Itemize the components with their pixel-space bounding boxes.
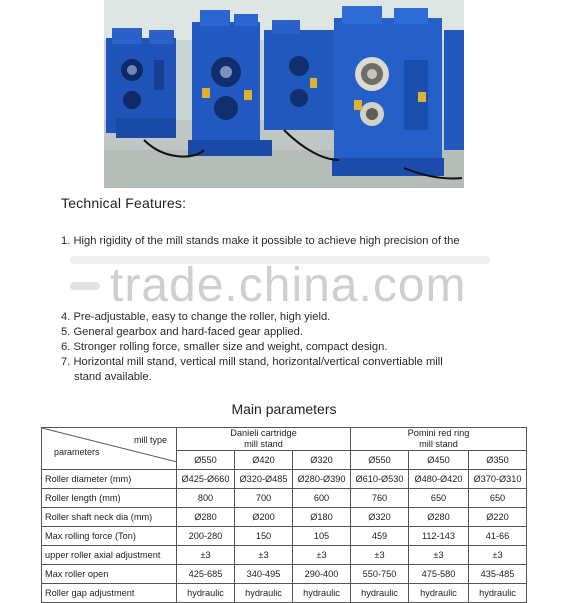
table-corner-header	[42, 428, 177, 470]
feature-item-7-continued: stand available.	[74, 371, 152, 383]
table-cell: 760	[351, 489, 409, 508]
parameter-rows	[42, 470, 527, 603]
table-cell: ±3	[293, 546, 351, 565]
group-header-line: mill stand	[244, 439, 283, 449]
rolling-mill-machinery-photo	[104, 0, 464, 188]
corner-mill-type-label: mill type	[133, 435, 167, 445]
size-header: Ø350	[469, 451, 527, 470]
table-cell: 459	[351, 527, 409, 546]
table-cell: ±3	[235, 546, 293, 565]
table-cell: 200-280	[177, 527, 235, 546]
size-header: Ø550	[351, 451, 409, 470]
table-cell: ±3	[409, 546, 469, 565]
feature-item-4: 4. Pre-adjustable, easy to change the roller, high yield.	[61, 311, 331, 323]
table-cell: 150	[235, 527, 293, 546]
technical-features-heading: Technical Features:	[61, 195, 187, 211]
table-cell: Ø200	[235, 508, 293, 527]
table-cell: Ø370-Ø310	[469, 470, 527, 489]
table-cell: 550-750	[351, 565, 409, 584]
group-header-line: Pomini red ring	[407, 428, 470, 438]
table-cell: 475-580	[409, 565, 469, 584]
table-cell: hydraulic	[235, 584, 293, 603]
row-label: Roller diameter (mm)	[42, 470, 177, 489]
row-label: Roller gap adjustment	[42, 584, 177, 603]
watermark: trade.china.com	[110, 259, 467, 312]
table-cell: Ø220	[469, 508, 527, 527]
row-label: Max rolling force (Ton)	[42, 527, 177, 546]
table-cell: Ø320	[351, 508, 409, 527]
table-row	[42, 565, 527, 584]
table-cell: Ø320-Ø485	[235, 470, 293, 489]
table-cell: 425-685	[177, 565, 235, 584]
group-header-pomini	[351, 428, 527, 451]
table-cell: ±3	[177, 546, 235, 565]
table-cell: 800	[177, 489, 235, 508]
table-row	[42, 546, 527, 565]
table-cell: Ø480-Ø420	[409, 470, 469, 489]
table-cell: hydraulic	[409, 584, 469, 603]
table-cell: 340-495	[235, 565, 293, 584]
table-cell: hydraulic	[469, 584, 527, 603]
row-label: Roller shaft neck dia (mm)	[42, 508, 177, 527]
corner-parameters-label: parameters	[54, 447, 100, 457]
table-cell: 700	[235, 489, 293, 508]
table-cell: hydraulic	[351, 584, 409, 603]
table-cell: 600	[293, 489, 351, 508]
feature-item-7: 7. Horizontal mill stand, vertical mill stand, horizontal/vertical convertiable mill	[61, 356, 443, 368]
table-row	[42, 470, 527, 489]
table-cell: Ø280	[409, 508, 469, 527]
main-parameters-title: Main parameters	[231, 401, 337, 417]
feature-item-5: 5. General gearbox and hard-faced gear applied.	[61, 326, 303, 338]
group-header-danieli	[177, 428, 351, 451]
table-row	[42, 489, 527, 508]
table-cell: Ø425-Ø660	[177, 470, 235, 489]
feature-item-6: 6. Stronger rolling force, smaller size and weight, compact design.	[61, 341, 388, 353]
table-cell: Ø180	[293, 508, 351, 527]
row-label: upper roller axial adjustment	[42, 546, 177, 565]
size-header: Ø420	[235, 451, 293, 470]
feature-item-1: 1. High rigidity of the mill stands make it possible to achieve high precision of the	[61, 235, 460, 247]
row-label: Roller length (mm)	[42, 489, 177, 508]
table-cell: 105	[293, 527, 351, 546]
parameters-table	[41, 427, 527, 603]
table-row	[42, 527, 527, 546]
size-header: Ø320	[293, 451, 351, 470]
table-cell: hydraulic	[177, 584, 235, 603]
table-cell: hydraulic	[293, 584, 351, 603]
table-cell: 290-400	[293, 565, 351, 584]
table-cell: ±3	[469, 546, 527, 565]
table-row	[42, 508, 527, 527]
obscured-text-line	[70, 282, 100, 290]
size-header: Ø450	[409, 451, 469, 470]
table-cell: 650	[469, 489, 527, 508]
table-cell: Ø280-Ø390	[293, 470, 351, 489]
row-label: Max roller open	[42, 565, 177, 584]
table-cell: ±3	[351, 546, 409, 565]
table-cell: Ø280	[177, 508, 235, 527]
mill-stand-photo	[104, 0, 464, 188]
table-cell: 112-143	[409, 527, 469, 546]
table-cell: 435-485	[469, 565, 527, 584]
table-cell: 41-66	[469, 527, 527, 546]
group-header-line: mill stand	[419, 439, 458, 449]
size-header: Ø550	[177, 451, 235, 470]
group-header-line: Danieli cartridge	[230, 428, 297, 438]
table-cell: Ø610-Ø530	[351, 470, 409, 489]
table-cell: 650	[409, 489, 469, 508]
